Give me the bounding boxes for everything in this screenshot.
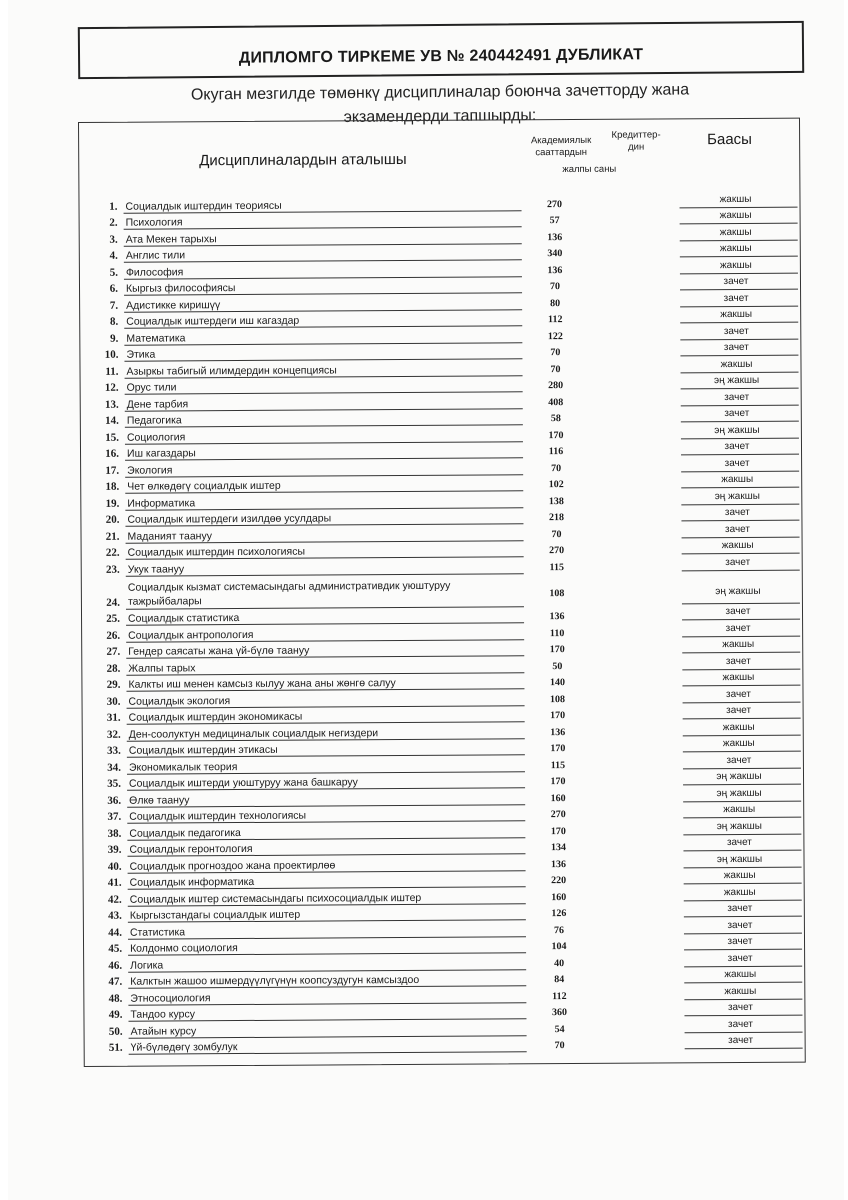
column-header-hours-line-2: сааттардын xyxy=(535,146,588,159)
academic-hours: 160 xyxy=(550,792,566,804)
grade-underline xyxy=(680,272,798,274)
row-number: 48. xyxy=(108,992,123,1005)
grade-value: зачет xyxy=(723,275,749,288)
grade-underline xyxy=(683,850,801,852)
academic-hours: 138 xyxy=(548,495,564,507)
grade-underline xyxy=(682,685,800,687)
row-number: 51. xyxy=(108,1041,123,1054)
row-number: 18. xyxy=(105,480,120,493)
academic-hours: 280 xyxy=(548,380,564,392)
academic-hours: 160 xyxy=(551,891,567,903)
academic-hours: 108 xyxy=(549,587,565,599)
grade-value: жакшы xyxy=(719,209,752,222)
discipline-name: Ден-соолуктун медициналык социалдык негиздери xyxy=(128,726,379,741)
academic-hours: 136 xyxy=(549,611,565,623)
grade-value: жакшы xyxy=(720,308,753,321)
row-number: 17. xyxy=(105,464,120,477)
grade-value: жакшы xyxy=(724,985,757,997)
discipline-name: Тандоо курсу xyxy=(130,1008,195,1021)
grade-value: жакшы xyxy=(724,968,757,981)
academic-hours: 70 xyxy=(551,462,562,474)
subtitle-line-2: экзамендерди тапшырды: xyxy=(343,106,537,127)
row-number: 23. xyxy=(105,563,120,576)
grade-underline xyxy=(684,1015,802,1017)
discipline-name: Экономикалык теория xyxy=(128,760,238,774)
academic-hours: 70 xyxy=(551,528,562,540)
grade-value: эң жакшы xyxy=(716,770,762,783)
row-number: 40. xyxy=(107,860,122,873)
row-number: 26. xyxy=(106,629,121,642)
row-number: 32. xyxy=(106,728,121,741)
discipline-name: Социалдык кызмат системасындагы административдик уюштуруу тажрыйбалары xyxy=(127,579,451,608)
discipline-name: Статистика xyxy=(129,925,186,939)
discipline-name: Дене тарбия xyxy=(126,397,189,411)
grade-value: эң жакшы xyxy=(714,490,760,502)
grade-underline xyxy=(681,470,799,472)
grade-underline xyxy=(680,338,798,340)
discipline-name: Социалдык антропология xyxy=(128,628,254,642)
discipline-name: Социалдык иштердин психологиясы xyxy=(127,545,306,559)
row-number: 47. xyxy=(108,975,123,988)
row-number: 6. xyxy=(109,282,119,295)
grade-underline xyxy=(680,355,798,357)
grade-underline xyxy=(680,223,798,225)
row-number: 39. xyxy=(107,843,122,856)
grade-underline xyxy=(683,784,801,786)
discipline-name: Социалдык иштердеги иш кагаздар xyxy=(126,314,300,328)
grade-underline xyxy=(682,619,800,621)
grade-underline xyxy=(683,718,801,720)
academic-hours: 115 xyxy=(549,561,564,573)
grade-underline xyxy=(683,701,801,703)
grade-underline xyxy=(682,652,800,654)
row-number: 11. xyxy=(105,365,119,378)
column-header-hours-line-1: Академиялык xyxy=(530,134,592,147)
academic-hours: 80 xyxy=(550,297,561,309)
grade-underline xyxy=(680,289,798,291)
row-number: 5. xyxy=(109,266,118,279)
grade-value: зачет xyxy=(726,704,752,717)
grade-underline xyxy=(681,404,799,406)
academic-hours: 270 xyxy=(550,809,566,821)
academic-hours: 270 xyxy=(549,545,565,557)
discipline-name: Чет өлкөдөгү социалдык иштер xyxy=(127,479,281,493)
grade-value: жакшы xyxy=(721,473,754,486)
grade-underline xyxy=(682,668,800,670)
academic-hours: 170 xyxy=(550,743,566,755)
row-number: 44. xyxy=(108,926,122,939)
row-number: 19. xyxy=(105,497,120,510)
grade-value: зачет xyxy=(726,754,752,766)
grade-underline xyxy=(683,767,801,769)
grade-value: зачет xyxy=(727,902,753,915)
grade-value: жакшы xyxy=(722,737,755,750)
academic-hours: 76 xyxy=(553,924,564,936)
discipline-name: Калктын жашоо ишмердүүлүгүнүн коопсуздугун камсыздоо xyxy=(130,973,420,988)
grade-underline xyxy=(680,206,798,208)
discipline-name: Педагогика xyxy=(126,414,182,427)
table-row xyxy=(85,1034,807,1055)
column-header-hours xyxy=(511,135,611,160)
grade-underline xyxy=(685,1031,803,1033)
grade-value: жакшы xyxy=(722,721,755,733)
grade-value: зачет xyxy=(724,440,750,453)
grade-underline xyxy=(681,454,799,456)
academic-hours: 408 xyxy=(548,396,564,408)
discipline-name: Философия xyxy=(125,265,184,279)
grade-underline xyxy=(681,437,799,439)
row-number: 15. xyxy=(105,431,119,444)
row-number: 3. xyxy=(109,233,118,246)
row-number: 43. xyxy=(108,909,122,922)
discipline-name: Англис тили xyxy=(125,249,186,262)
academic-hours: 136 xyxy=(547,264,563,276)
column-header-discipline: Дисциплиналардын аталышы xyxy=(199,150,407,170)
discipline-name: Өлкө таануу xyxy=(129,793,190,807)
column-header-total: жалпы саны xyxy=(562,163,617,176)
grade-underline xyxy=(684,949,802,951)
discipline-name: Ата Мекен тарыхы xyxy=(125,232,217,246)
grade-value: эң жакшы xyxy=(716,853,763,865)
discipline-name: Социалдык иштердин теориясы xyxy=(125,199,282,213)
grade-value: зачет xyxy=(724,391,750,403)
discipline-name: Социалдык иштерди уюштуруу жана башкаруу xyxy=(129,776,358,790)
academic-hours: 170 xyxy=(548,429,564,441)
discipline-name: Азыркы табигый илимдердин концепциясы xyxy=(126,363,337,378)
discipline-name: Информатика xyxy=(127,496,196,510)
grade-value: жакшы xyxy=(719,242,752,255)
academic-hours: 58 xyxy=(550,413,561,425)
academic-hours: 170 xyxy=(550,710,566,722)
discipline-name: Психология xyxy=(125,216,183,229)
row-number: 21. xyxy=(105,530,120,543)
academic-hours: 340 xyxy=(547,248,563,260)
discipline-name: Математика xyxy=(126,331,186,345)
discipline-name: Калкты иш менен камсыз кылуу жана аны жөнгө салуу xyxy=(128,677,396,691)
grade-underline xyxy=(684,982,802,984)
grade-value: зачет xyxy=(724,457,750,469)
grade-underline xyxy=(684,883,802,885)
grade-value: эң жакшы xyxy=(715,585,761,597)
discipline-name: Социалдык геронтология xyxy=(129,842,253,856)
discipline-name: Үй-бүлөдөгү зомбулук xyxy=(130,1041,238,1054)
grade-underline xyxy=(683,817,801,819)
grade-underline xyxy=(684,899,802,901)
subtitle-line-1: Окуган мезгилде төмөнкү дисциплиналар боюнча зачетторду жана xyxy=(190,81,690,104)
grade-underline xyxy=(685,1048,803,1050)
grade-underline xyxy=(683,751,801,753)
row-number: 34. xyxy=(107,761,121,774)
academic-hours: 70 xyxy=(550,363,561,375)
discipline-name: Гендер саясаты жана үй-бүлө таануу xyxy=(128,644,310,658)
document-title: ДИПЛОМГО ТИРКЕМЕ УВ № 240442491 ДУБЛИКАТ xyxy=(238,46,644,67)
grade-underline xyxy=(681,520,799,522)
discipline-name: Кыргыз философиясы xyxy=(125,282,236,295)
academic-hours: 112 xyxy=(552,990,567,1002)
discipline-name: Логика xyxy=(130,958,164,972)
grade-underline xyxy=(684,866,802,868)
academic-hours: 220 xyxy=(551,875,567,887)
grade-underline xyxy=(683,734,801,736)
row-number: 49. xyxy=(108,1008,123,1021)
grade-value: зачет xyxy=(723,325,749,337)
academic-hours: 70 xyxy=(549,281,561,293)
row-number: 25. xyxy=(106,612,121,625)
row-number: 38. xyxy=(107,827,122,840)
grade-value: зачет xyxy=(727,1001,753,1014)
discipline-name: Колдонмо социология xyxy=(130,942,238,955)
discipline-name: Жалпы тарых xyxy=(128,661,196,675)
row-number: 13. xyxy=(104,398,119,411)
academic-hours: 54 xyxy=(554,1023,565,1035)
row-number: 31. xyxy=(106,711,121,724)
discipline-name: Социалдык прогноздоо жана проектирлөө xyxy=(129,858,336,873)
grade-underline xyxy=(680,256,798,258)
grade-underline xyxy=(684,932,802,934)
title-frame xyxy=(78,21,804,79)
row-number: 24. xyxy=(106,596,120,609)
grade-value: зачет xyxy=(728,1034,754,1047)
academic-hours: 70 xyxy=(550,347,561,359)
grade-value: зачет xyxy=(723,292,749,304)
academic-hours: 84 xyxy=(554,974,565,986)
grade-underline xyxy=(681,371,799,373)
grade-underline xyxy=(682,635,800,637)
row-number: 2. xyxy=(109,216,118,229)
grade-value: жакшы xyxy=(723,886,756,898)
discipline-name: Орус тили xyxy=(126,381,177,394)
discipline-name: Социалдык иштердин экономикасы xyxy=(128,710,303,724)
grade-value: зачет xyxy=(727,935,753,948)
row-number: 33. xyxy=(107,744,121,757)
academic-hours: 136 xyxy=(551,858,567,870)
grade-value: жакшы xyxy=(719,259,752,271)
grade-value: эң жакшы xyxy=(713,374,760,387)
discipline-name: Социалдык информатика xyxy=(129,875,255,889)
row-number: 22. xyxy=(105,546,120,559)
row-number: 16. xyxy=(105,447,120,460)
row-number: 41. xyxy=(107,876,122,889)
grade-value: зачет xyxy=(727,919,753,931)
row-number: 8. xyxy=(109,315,119,328)
grade-underline xyxy=(682,553,800,555)
academic-hours: 140 xyxy=(549,677,565,689)
row-number: 20. xyxy=(105,513,120,526)
column-header-credits xyxy=(601,129,671,153)
grade-underline xyxy=(683,833,801,835)
grade-value: жакшы xyxy=(721,539,754,552)
grade-underline xyxy=(684,916,802,918)
discipline-name: Социалдык иштердин этикасы xyxy=(128,743,278,757)
academic-hours: 57 xyxy=(549,215,560,227)
grade-value: зачет xyxy=(727,952,753,964)
grade-underline xyxy=(681,487,799,489)
discipline-name: Этика xyxy=(126,348,156,361)
grade-value: зачет xyxy=(725,688,752,700)
grade-value: эң жакшы xyxy=(716,820,762,832)
discipline-name: Кыргызстандагы социалдык иштер xyxy=(129,908,301,922)
academic-hours: 112 xyxy=(547,314,563,326)
grade-value: жакшы xyxy=(722,671,755,684)
academic-hours: 126 xyxy=(551,908,567,920)
grade-value: зачет xyxy=(724,523,751,535)
academic-hours: 170 xyxy=(550,825,566,837)
grade-value: эң жакшы xyxy=(716,787,762,799)
academic-hours: 50 xyxy=(552,660,563,672)
grade-value: жакшы xyxy=(719,193,752,205)
row-number: 35. xyxy=(107,777,122,790)
table-body xyxy=(79,193,806,1055)
row-number: 37. xyxy=(107,810,122,823)
discipline-name: Социалдык экология xyxy=(128,694,231,708)
column-header-credits-line-2: дин xyxy=(628,141,645,153)
row-number: 4. xyxy=(109,249,118,262)
academic-hours: 134 xyxy=(550,842,566,854)
discipline-name: Экология xyxy=(127,463,173,477)
row-number: 1. xyxy=(109,200,118,213)
row-number: 14. xyxy=(105,414,119,427)
row-number: 12. xyxy=(104,381,119,394)
discipline-name: Социалдык иштердин технологиясы xyxy=(129,809,307,823)
discipline-name: Атайын курсу xyxy=(130,1024,197,1038)
grade-underline xyxy=(681,388,799,390)
grade-value: жакшы xyxy=(723,803,756,816)
row-number: 7. xyxy=(109,299,119,312)
row-number: 30. xyxy=(106,695,121,708)
academic-hours: 170 xyxy=(549,644,565,656)
grade-underline xyxy=(681,503,799,505)
grade-value: зачет xyxy=(725,655,751,667)
academic-hours: 136 xyxy=(550,726,566,738)
column-header-grade: Баасы xyxy=(707,130,752,149)
column-header-credits-line-1: Кредиттер- xyxy=(611,129,661,141)
grade-underline xyxy=(682,536,800,538)
grade-value: жакшы xyxy=(719,226,752,238)
grade-underline xyxy=(684,965,802,967)
row-number: 46. xyxy=(108,959,123,972)
row-number: 28. xyxy=(106,662,121,675)
academic-hours: 110 xyxy=(549,627,565,639)
grade-value: зачет xyxy=(724,506,750,519)
grade-underline xyxy=(682,569,800,571)
row-number: 27. xyxy=(106,645,121,658)
grade-underline xyxy=(680,305,798,307)
discipline-name: Социалдык иштердеги изилдөө усулдары xyxy=(127,512,332,526)
academic-hours: 70 xyxy=(554,1040,565,1052)
academic-hours: 218 xyxy=(548,512,564,524)
academic-hours: 116 xyxy=(548,446,564,458)
grade-underline xyxy=(682,602,800,604)
grade-underline xyxy=(680,239,798,241)
discipline-name: Социалдык иштер системасындагы психосоциалдык иштер xyxy=(129,891,422,906)
grade-underline xyxy=(684,998,802,1000)
discipline-name: Маданият таануу xyxy=(127,529,212,543)
discipline-name: Адистикке киришүү xyxy=(126,298,221,312)
row-number: 10. xyxy=(104,348,119,361)
academic-hours: 102 xyxy=(548,479,564,491)
academic-hours: 115 xyxy=(550,759,566,771)
discipline-name: Социология xyxy=(126,430,186,444)
grade-value: эң жакшы xyxy=(714,424,760,436)
discipline-name: Социалдык статистика xyxy=(127,612,240,625)
grade-value: зачет xyxy=(725,605,751,618)
discipline-name: Социалдык педагогика xyxy=(129,826,241,840)
grade-underline xyxy=(683,800,801,802)
grade-value: жакшы xyxy=(720,358,753,370)
row-number: 36. xyxy=(107,794,122,807)
row-number: 9. xyxy=(110,332,119,345)
discipline-name: Этносоциология xyxy=(130,991,211,1005)
table-row xyxy=(82,572,804,609)
grade-value: зачет xyxy=(724,407,750,420)
academic-hours: 170 xyxy=(550,776,566,788)
row-number: 45. xyxy=(108,942,123,955)
academic-hours: 104 xyxy=(551,941,567,953)
grade-value: зачет xyxy=(723,341,749,354)
academic-hours: 40 xyxy=(554,957,565,969)
grade-value: зачет xyxy=(725,622,751,634)
discipline-name: Укук таануу xyxy=(127,562,185,576)
grade-value: жакшы xyxy=(722,638,755,651)
grade-value: жакшы xyxy=(723,869,756,882)
academic-hours: 108 xyxy=(550,693,566,705)
academic-hours: 270 xyxy=(546,198,563,210)
grade-value: зачет xyxy=(726,836,752,849)
row-number: 29. xyxy=(106,678,121,691)
grade-underline xyxy=(681,421,799,423)
row-number: 50. xyxy=(108,1025,123,1038)
grade-underline xyxy=(680,322,798,324)
grade-value: зачет xyxy=(728,1018,754,1030)
academic-hours: 122 xyxy=(547,330,563,342)
discipline-name: Иш кагаздары xyxy=(126,447,196,460)
row-number: 42. xyxy=(107,893,122,906)
academic-hours: 136 xyxy=(547,231,563,243)
academic-hours: 360 xyxy=(551,1007,567,1019)
grades-table xyxy=(78,118,806,1067)
grade-value: зачет xyxy=(725,556,751,568)
